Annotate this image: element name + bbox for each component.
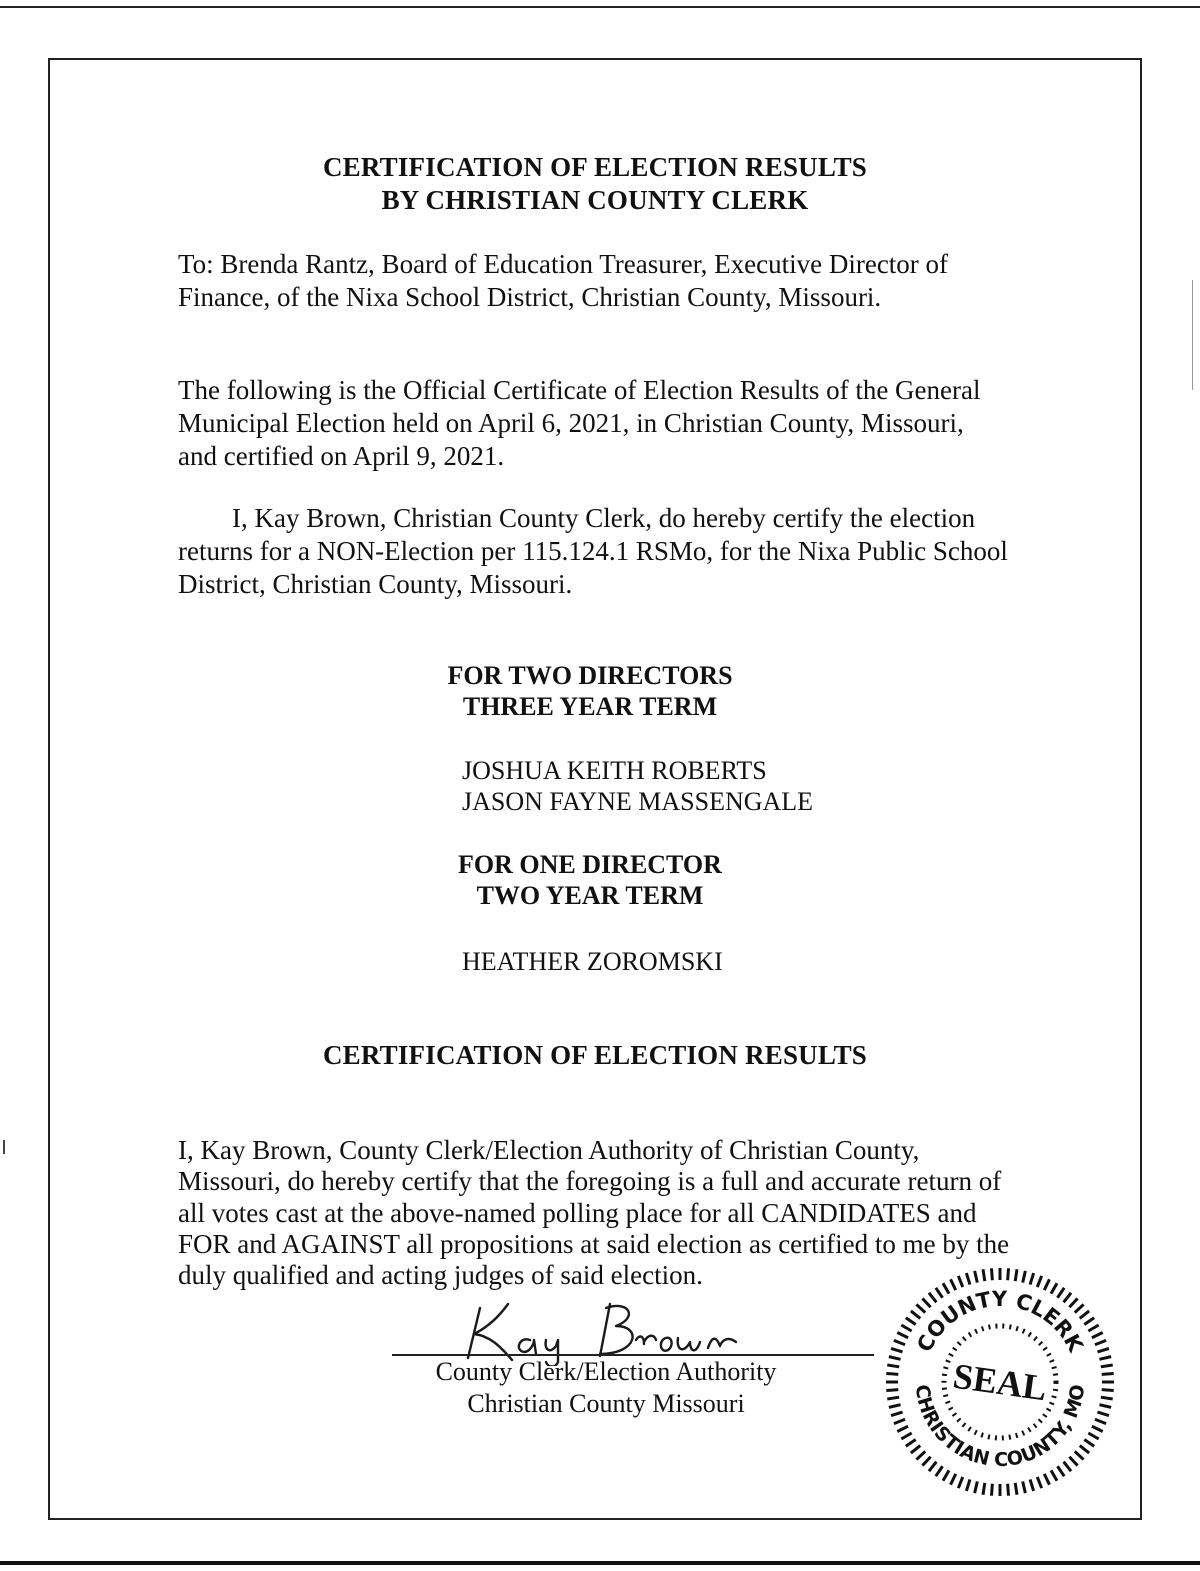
addressee-line: Finance, of the Nixa School District, Christian County, Missouri. [178,282,882,312]
intro-line: The following is the Official Certificate of Election Results of the General [178,375,981,405]
seal-tick [1080,1446,1089,1453]
seal-center-text: SEAL [950,1355,1050,1409]
seal-tick [1102,1390,1114,1391]
seal-tick [966,1479,970,1490]
addressee-line: To: Brenda Rantz, Board of Education Treasurer, Executive Director of [178,249,949,279]
closing-line: I, Kay Brown, County Clerk/Election Authority of Christian County, [178,1135,920,1165]
seal-tick [1097,1348,1108,1352]
seal-tick [894,1340,905,1344]
signature-caption: County Clerk/Election Authority [435,1357,777,1386]
scan-edge-bottom [0,1561,1200,1565]
seal-tick [983,1269,985,1281]
seal-tick [889,1357,901,1360]
seal-tick [901,1433,911,1439]
seal-tick [1088,1325,1098,1331]
seal-tick [1101,1365,1113,1367]
closing-line: all votes cast at the above-named polling place for all CANDIDATES and [178,1198,977,1228]
seal-tick [911,1311,920,1318]
intro-line: Municipal Election held on April 6, 2021, in Christian County, Missouri, [178,408,964,438]
section-heading: TWO YEAR TERM [476,881,704,910]
seal-tick [1101,1397,1113,1399]
certification-heading: CERTIFICATION OF ELECTION RESULTS [322,1040,868,1070]
seal-tick [1015,1483,1017,1495]
document-subtitle: BY CHRISTIAN COUNTY CLERK [381,185,809,215]
seal-tick [936,1288,943,1298]
seal-tick [911,1446,920,1453]
document-title: CERTIFICATION OF ELECTION RESULTS [322,152,868,182]
intro-line: and certified on April 9, 2021. [178,441,505,471]
seal-tick [894,1419,905,1423]
seal-tick [906,1318,916,1325]
seal-tick [1084,1439,1094,1446]
seal-tick [1069,1457,1077,1466]
seal-tick [975,1271,978,1283]
seal-tick [1030,1479,1034,1490]
seal-tick [951,1474,956,1485]
seal-tick [1015,1269,1017,1281]
seal-tick [951,1279,956,1290]
seal-tick [1092,1426,1103,1431]
seal-tick [975,1481,978,1493]
seal-tick [1095,1340,1106,1344]
seal-tick [1097,1412,1108,1416]
seal-tick [1095,1419,1106,1423]
seal-tick [891,1412,902,1416]
seal-tick [943,1470,949,1480]
seal-tick [1057,1288,1064,1298]
seal-tick [1064,1293,1071,1302]
scan-edge-mark [3,1140,5,1154]
seal-tick [958,1276,962,1287]
seal-tick [1051,1470,1057,1480]
seal-tick [891,1348,902,1352]
certify-line: returns for a NON-Election per 115.124.1 RSMo, for the Nixa Public School [178,536,1008,566]
signature-caption: Christian County Missouri [467,1389,745,1418]
seal-tick [929,1293,936,1302]
seal-tick [886,1373,898,1374]
county-seal [880,1262,1120,1502]
seal-tick [1057,1466,1064,1476]
seal-tick [916,1451,925,1459]
seal-tick [1099,1357,1111,1360]
closing-line: duly qualified and acting judges of said election. [178,1260,703,1290]
scan-edge-mark [1192,280,1193,390]
seal-tick [1037,1477,1041,1488]
seal-tick [991,1484,992,1496]
closing-line: FOR and AGAINST all propositions at said election as certified to me by the [178,1229,1010,1259]
seal-tick [922,1298,930,1307]
scan-edge-top [0,6,1200,8]
seal-tick [901,1325,911,1331]
candidate-name: JASON FAYNE MASSENGALE [462,787,814,816]
seal-bottom-text: CHRISTIAN COUNTY, MO [910,1383,1090,1472]
seal-tick [929,1462,936,1471]
seal-tick [1080,1311,1089,1318]
seal-tick [1102,1373,1114,1374]
seal-tick [897,1426,908,1431]
seal-tick [1051,1283,1057,1293]
seal-tick [1037,1276,1041,1287]
section-heading: THREE YEAR TERM [462,692,718,721]
candidate-name: HEATHER ZOROMSKI [462,947,723,976]
seal-tick [1044,1474,1049,1485]
seal-tick [991,1268,992,1280]
seal-tick [1044,1279,1049,1290]
seal-tick [889,1405,901,1408]
seal-tick [1092,1333,1103,1338]
seal-tick [1075,1451,1084,1459]
section-heading: FOR ONE DIRECTOR [458,850,722,879]
seal-tick [1088,1433,1098,1439]
seal-tick [887,1397,899,1399]
seal-tick [886,1390,898,1391]
seal-tick [943,1283,949,1293]
seal-top-text: COUNTY CLERK [912,1286,1088,1356]
certify-line: District, Christian County, Missouri. [178,569,573,599]
section-heading: FOR TWO DIRECTORS [447,661,733,690]
seal-tick [916,1304,925,1312]
seal-tick [1008,1484,1009,1496]
seal-tick [906,1439,916,1446]
seal-tick [966,1273,970,1284]
seal-tick [1099,1405,1111,1408]
seal-tick [1084,1318,1094,1325]
seal-tick [1030,1273,1034,1284]
seal-tick [1075,1304,1084,1312]
seal-tick [887,1365,899,1367]
certify-line: I, Kay Brown, Christian County Clerk, do hereby certify the election [178,503,976,533]
seal-tick [936,1466,943,1476]
seal-tick [1023,1481,1026,1493]
closing-line: Missouri, do hereby certify that the foregoing is a full and accurate return of [178,1166,1002,1196]
seal-tick [897,1333,908,1338]
seal-tick [983,1483,985,1495]
seal-tick [958,1477,962,1488]
candidate-name: JOSHUA KEITH ROBERTS [462,756,767,785]
seal-tick [922,1457,930,1466]
seal-tick [1008,1268,1009,1280]
seal-tick [1023,1271,1026,1283]
seal-tick [1064,1462,1071,1471]
seal-tick [1069,1298,1077,1307]
